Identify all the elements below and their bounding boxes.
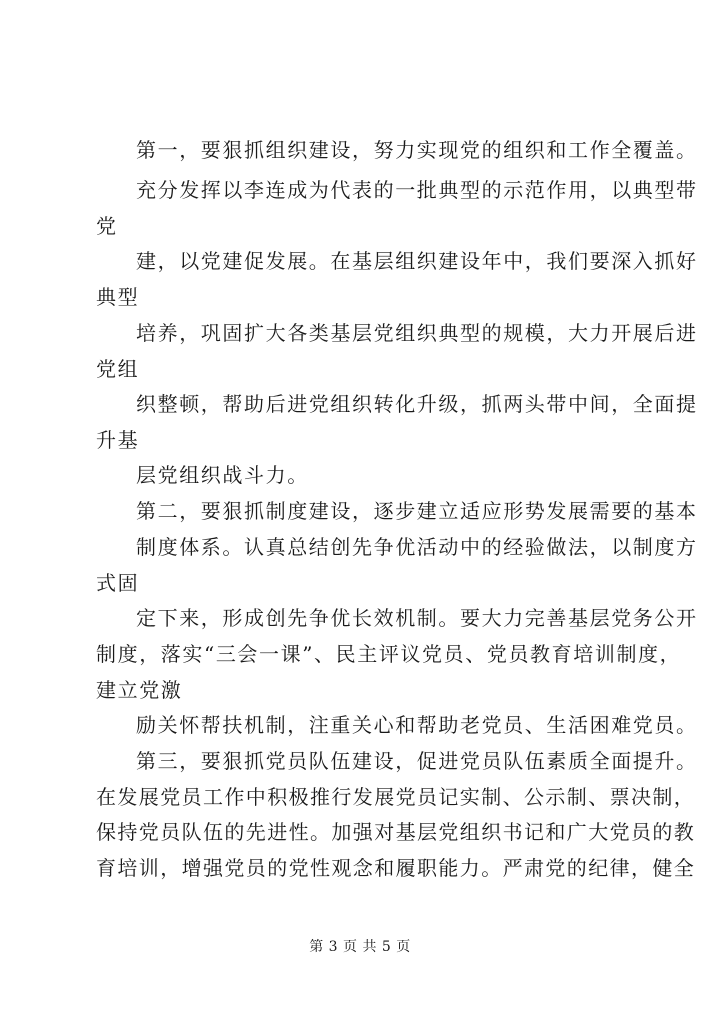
text-line: 党组 (96, 357, 140, 381)
text-line: 建，以党建促发展。在基层组织建设年中，我们要深入抓好 (136, 249, 698, 273)
text-line: 在发展党员工作中积极推行发展党员记实制、公示制、票决制， (96, 785, 696, 809)
page-number: 第 3 页 共 5 页 (309, 939, 411, 955)
text-line: 织整顿，帮助后进党组织转化升级，抓两头带中间，全面提 (136, 392, 698, 416)
text-line: 式固 (96, 571, 140, 595)
text-line: 制度体系。认真总结创先争优活动中的经验做法，以制度方 (136, 535, 698, 559)
text-line: 党 (96, 214, 118, 238)
text-line: 充分发挥以李连成为代表的一批典型的示范作用，以典型带 (136, 178, 698, 202)
text-line: 励关怀帮扶机制，注重关心和帮助老党员、生活困难党员。 (136, 713, 698, 737)
text-line: 定下来，形成创先争优长效机制。要大力完善基层党务公开 (136, 606, 698, 630)
text-line: 第三，要狠抓党员队伍建设，促进党员队伍素质全面提升。 (136, 749, 698, 773)
text-line: 升基 (96, 428, 140, 452)
text-line: 第二，要狠抓制度建设，逐步建立适应形势发展需要的基本 (136, 499, 698, 523)
text-line: 建立党激 (96, 678, 183, 702)
text-line: 层党组织战斗力。 (136, 463, 309, 487)
text-line: 培养，巩固扩大各类基层党组织典型的规模，大力开展后进 (136, 321, 698, 345)
text-line: 育培训，增强党员的党性观念和履职能力。严肃党的纪律，健全 (96, 856, 696, 880)
text-line: 典型 (96, 285, 140, 309)
text-line: 保持党员队伍的先进性。加强对基层党组织书记和广大党员的教 (96, 820, 696, 844)
text-line: 制度，落实“三会一课”、民主评议党员、党员教育培训制度， (96, 642, 682, 666)
text-line: 第一，要狠抓组织建设，努力实现党的组织和工作全覆盖。 (136, 138, 698, 162)
